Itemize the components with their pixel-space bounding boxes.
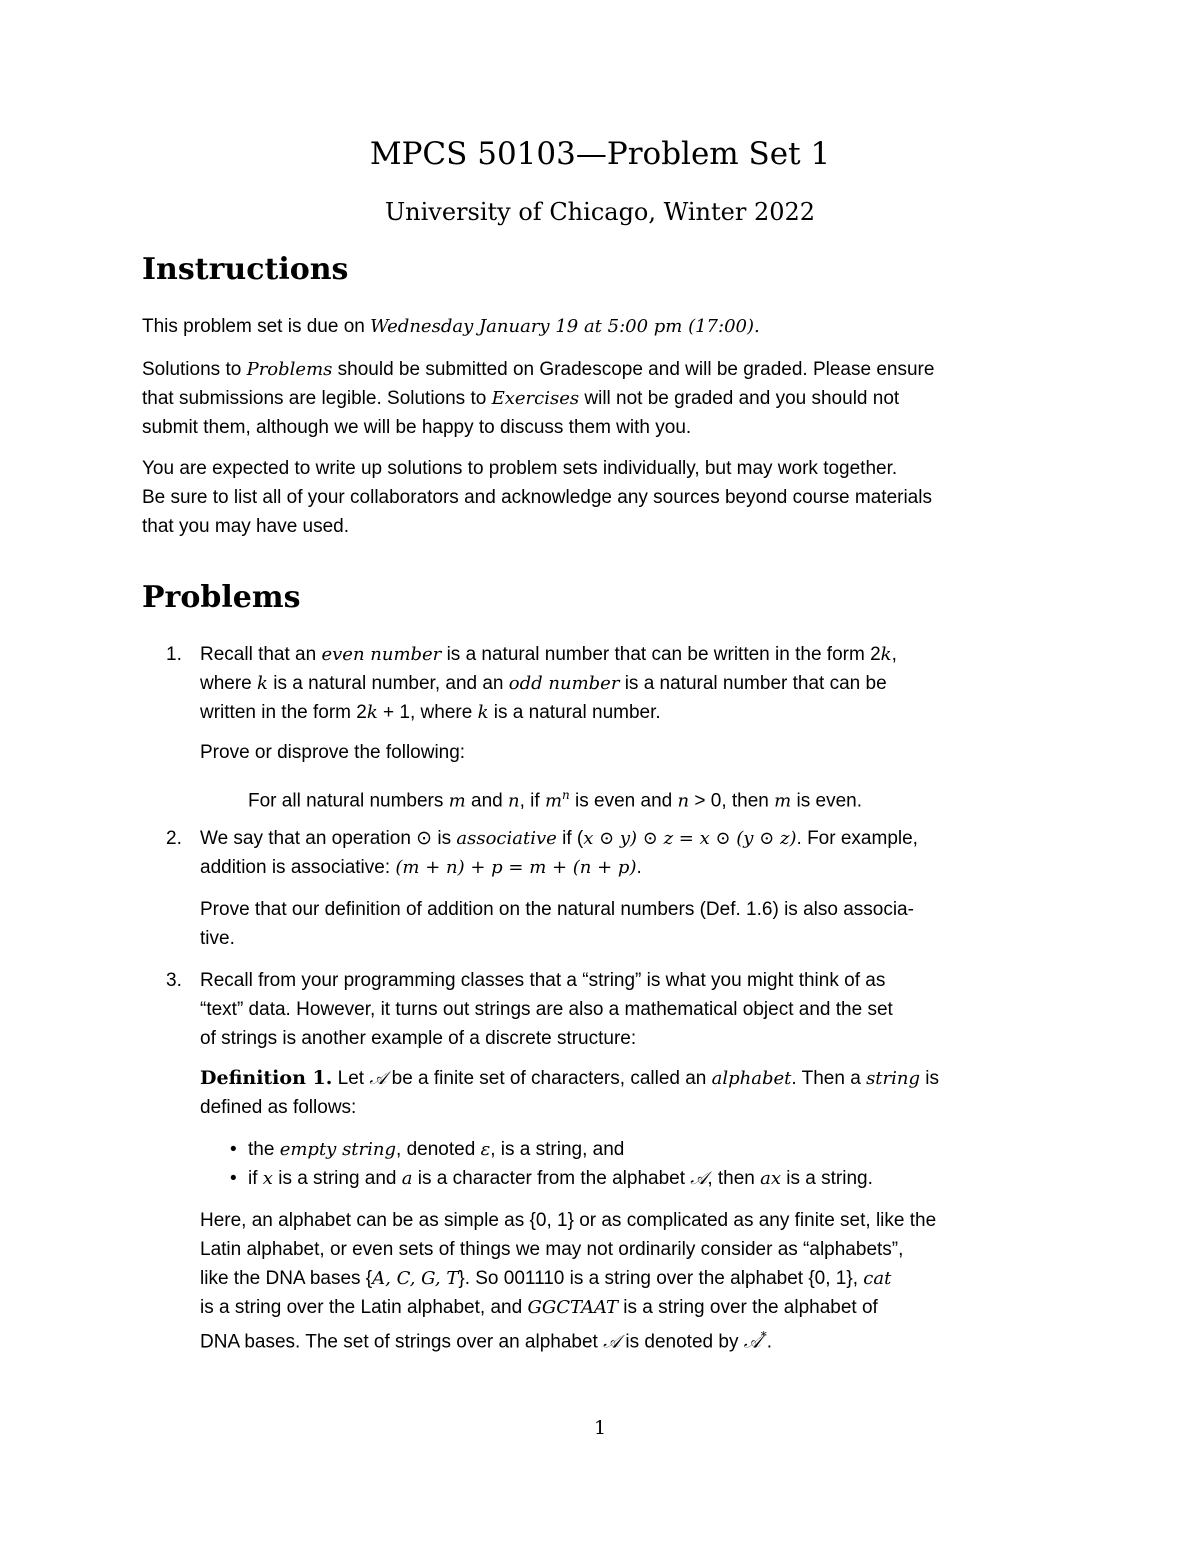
bullet-2-marker: • — [230, 1168, 237, 1189]
bullet-2-text: if x is a string and a is a character from the alphabet 𝒜, then ax is a string. — [248, 1168, 873, 1189]
problem-1-statement: For all natural numbers m and n, if $m^n$ is even and n > 0, then m is even. — [248, 788, 862, 812]
definition-1: Definition 1. Let 𝒜 be a finite set of characters, called an alphabet. Then a string is defined as follows: — [200, 1067, 940, 1118]
problem-2-prove: Prove that our definition of addition on the natural numbers (Def. 1.6) is also associa- tive. — [200, 899, 914, 949]
problem-1-prove: Prove or disprove the following: — [200, 742, 466, 763]
problems-heading: Problems — [142, 580, 301, 615]
page-number: 1 — [593, 1417, 607, 1439]
document-subtitle: University of Chicago, Winter 2022 — [384, 198, 816, 226]
instructions-heading: Instructions — [142, 252, 349, 287]
problem-3-text: Recall from your programming classes that a “string” is what you might think of as “text” data. However, it turns out strings are also a mathematical object and the set of strings is another example of a discrete structure: — [200, 970, 893, 1049]
collaboration-paragraph: You are expected to write up solutions to problem sets individually, but may work together. Be sure to list all of your collaborators and acknowledge any sources beyond course materials that you may have used. — [142, 458, 932, 537]
problem-3-number: 3. — [166, 970, 182, 991]
problem-2-number: 2. — [166, 828, 182, 849]
due-date: Wednesday January 19 at 5:00 pm (17:00). — [370, 316, 760, 337]
due-paragraph: This problem set is due on Wednesday January 19 at 5:00 pm (17:00). — [142, 316, 760, 337]
bullet-1-text: the empty string, denoted ε, is a string, and — [248, 1139, 625, 1160]
problem-1-text: Recall that an even number is a natural number that can be written in the form 2k, where k is a natural number, and an odd number is a natural number that can be written in the form 2k + 1, where k is a natural number. — [200, 644, 897, 723]
alphabet-paragraph: Here, an alphabet can be as simple as {0, 1} or as complicated as any finite set, like the Latin alphabet, or even sets of things we may not ordinarily consider as “alphabets”, like the DNA bases {A, C, G, T}. So 001110 is a string over the alphabet {0, 1}, cat is a string over the Latin alphabet, and GGCTAAT is a string over the alphabet of DNA bases. The set of strings over an alphabet 𝒜 is denoted by 𝒜*. — [200, 1210, 937, 1353]
definition-label: Definition 1. — [200, 1067, 333, 1089]
document-title: MPCS 50103—Problem Set 1 — [369, 136, 831, 172]
problem-2-text: We say that an operation ⊙ is associative if (x ⊙ y) ⊙ z = x ⊙ (y ⊙ z). For example, addition is associative: (m + n) + p = m + (n + p). — [200, 828, 918, 878]
problem-1-number: 1. — [166, 644, 182, 665]
bullet-1-marker: • — [230, 1139, 237, 1160]
submission-paragraph: Solutions to Problems should be submitted on Gradescope and will be graded. Please ensure that submissions are legible. Solutions to Exercises will not be graded and you should not submit them, although we will be happy to discuss them with you. — [142, 359, 935, 438]
